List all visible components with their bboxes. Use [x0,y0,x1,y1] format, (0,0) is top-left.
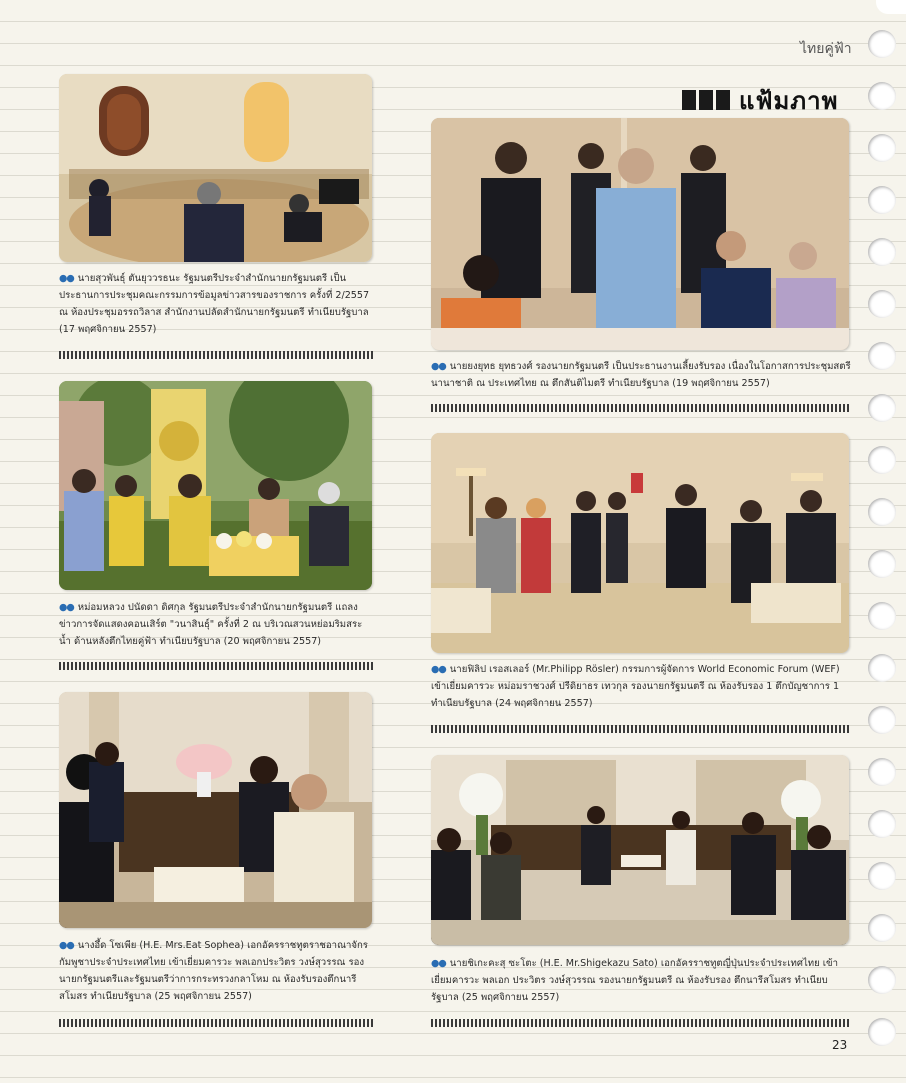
title-bar-mark [682,90,696,110]
binder-hole [868,290,896,318]
binder-hole [868,186,896,214]
binder-hole [868,550,896,578]
bullet-dots: ●● [431,361,446,372]
photo-caption: ●● นายฟิลิป เรอสเลอร์ (Mr.Philipp Rösler) กรรมการผู้จัดการ World Economic Forum (WEF) เข้าเยี่ยมคารวะ หม่อมราชวงศ์ ปรีดิยาธร เทวกุล รองนายกรัฐมนตรี ณ ห้องรับรอง 1 ตึกบัญชาการ 1 ทำเนียบรัฐบาล (24 พฤศจิกายน 2557) [431,664,840,709]
bullet-dots: ●● [431,958,446,969]
bullet-dots: ●● [59,940,74,951]
binder-hole [868,82,896,110]
photo-caption: ●● นายยงยุทธ ยุทธวงศ์ รองนายกรัฐมนตรี เป็นประธานงานเลี้ยงรับรอง เนื่องในโอกาสการประชุมสตรีนานาชาติ ณ ประเทศไทย ณ ตึกสันติไมตรี ทำเนียบรัฐบาล (19 พฤศจิกายน 2557) [431,361,851,389]
bullet-dots: ●● [431,664,446,675]
photo-reception-speech [431,118,849,350]
binder-hole [868,966,896,994]
caption-divider [59,662,373,670]
photo-caption: ●● นายชิเกะคะสุ ซะโตะ (H.E. Mr.Shigekazu Sato) เอกอัครราชทูตญี่ปุ่นประจำประเทศไทย เข้าเยี่ยมคารวะ พลเอก ประวิตร วงษ์สุวรรณ รองนายกรัฐมนตรี ณ ห้องรับรอง ตึกนารีสโมสร ทำเนียบรัฐบาล (25 พฤศจิกายน 2557) [431,958,838,1003]
caption-divider [431,1019,849,1027]
binder-hole [868,862,896,890]
photo-caption: ●● นางอึ้ด โซเพีย (H.E. Mrs.Eat Sophea) เอกอัครราชทูตราชอาณาจักรกัมพูชาประจำประเทศไทย เข้าเยี่ยมคารวะ พลเอกประวิตร วงษ์สุวรรณ รองนายกรัฐมนตรีและรัฐมนตรีว่าการกระทรวงกลาโหม ณ ห้องรับรองตึกนารีสโมสร ทำเนียบรัฐบาล (25 พฤศจิกายน 2557) [59,940,368,1002]
title-bar-mark [699,90,713,110]
binder-hole [868,1018,896,1046]
binder-hole [868,654,896,682]
caption-divider [59,351,373,359]
binder-holes [862,0,902,1083]
binder-hole [868,342,896,370]
binder-hole [868,394,896,422]
photo-cambodia-ambassador [59,692,372,928]
photo-meeting-room [59,74,372,262]
photo-caption: ●● นายสุวพันธุ์ ตันยุววรธนะ รัฐมนตรีประจำสำนักนายกรัฐมนตรี เป็นประธานการประชุมคณะกรรมการข้อมูลข่าวสารของราชการ ครั้งที่ 2/2557 ณ ห้องประชุมอรรถวิลาส สำนักงานปลัดสำนักนายกรัฐมนตรี ทำเนียบรัฐบาล (17 พฤศจิกายน 2557) [59,273,370,335]
photo-japan-ambassador [431,755,849,945]
binder-hole [868,134,896,162]
section-title [682,86,838,114]
binder-hole [868,602,896,630]
binder-hole [868,30,896,58]
section-title-text: แฟ้มภาพ [739,86,839,115]
caption-divider [59,1019,373,1027]
caption-divider [431,404,849,412]
photo-wef-visit [431,433,849,653]
title-bar-mark [716,90,730,110]
binder-hole [868,706,896,734]
binder-hole [868,810,896,838]
binder-hole [868,914,896,942]
bullet-dots: ●● [59,602,74,613]
caption-divider [431,725,849,733]
magazine-brand: ไทยคู่ฟ้า [800,41,852,57]
binder-hole [868,238,896,266]
binder-hole [868,446,896,474]
photo-caption: ●● หม่อมหลวง ปนัดดา ดิศกุล รัฐมนตรีประจำสำนักนายกรัฐมนตรี แถลงข่าวการจัดแสดงคอนเสิร์ต "วนาสินธุ์" ครั้งที่ 2 ณ บริเวณสวนหย่อมริมสระน้ำ ด้านหลังตึกไทยคู่ฟ้า ทำเนียบรัฐบาล (20 พฤศจิกายน 2557) [59,602,363,647]
photo-garden-press [59,381,372,590]
binder-hole [868,758,896,786]
page-number: 23 [832,1038,848,1052]
bullet-dots: ●● [59,273,74,284]
binder-hole [868,498,896,526]
